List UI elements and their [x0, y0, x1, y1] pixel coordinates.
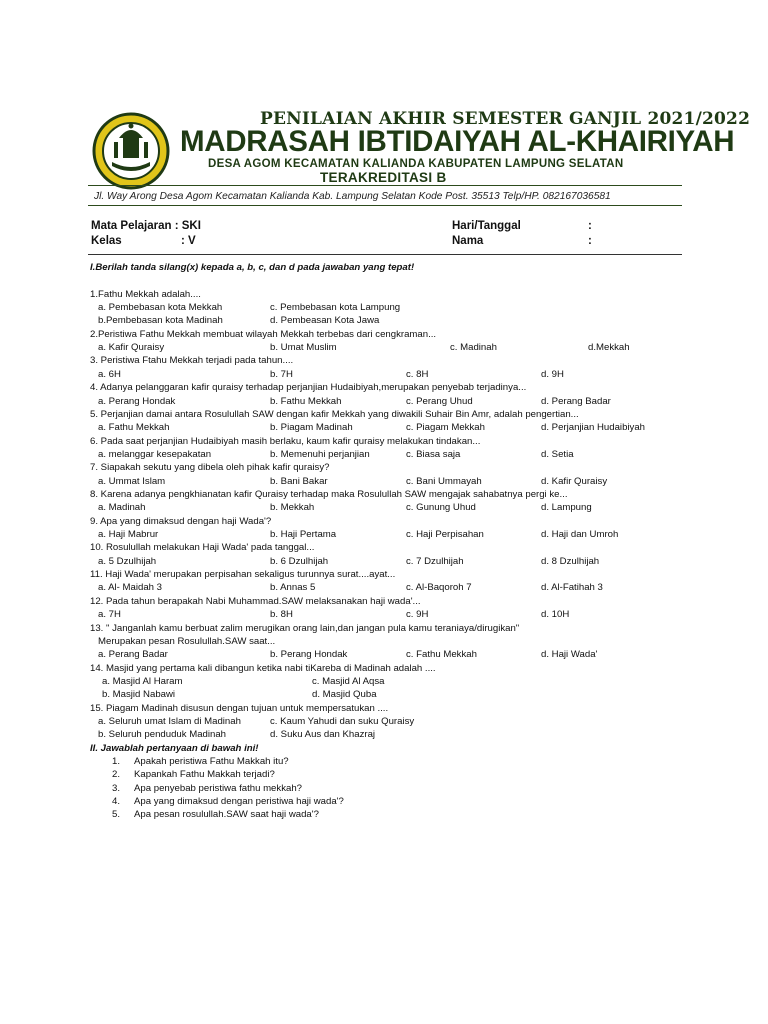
subject-label: Mata Pelajaran : SKI: [91, 220, 201, 232]
essay-number: 1.: [112, 756, 121, 767]
answer-option[interactable]: d. Pembeasan Kota Jawa: [270, 315, 380, 327]
answer-option[interactable]: d. Lampung: [541, 502, 592, 514]
answer-option[interactable]: b. 6 Dzulhijah: [270, 555, 329, 567]
school-address: Jl. Way Arong Desa Agom Kecamatan Kalianda Kab. Lampung Selatan Kode Post. 35513 Telp/HP. 082167036581: [94, 191, 611, 202]
question-text: 2.Peristiwa Fathu Mekkah membuat wilayah Mekkah terbebas dari cengkraman...: [90, 328, 437, 340]
essay-number: 3.: [112, 782, 121, 794]
question-text: 6. Pada saat perjanjian Hudaibiyah masih berlaku, kaum kafir quraisy melakukan tindakan...: [90, 435, 481, 447]
school-name: MADRASAH IBTIDAIYAH AL-KHAIRIYAH: [180, 125, 735, 158]
answer-option[interactable]: b. Mekkah: [270, 502, 315, 514]
question-text: 11. Haji Wada' merupakan perpisahan sekaligus turunnya surat....ayat...: [90, 569, 396, 581]
school-location: DESA AGOM KECAMATAN KALIANDA KABUPATEN LAMPUNG SELATAN: [208, 158, 624, 170]
answer-option[interactable]: a. Al- Maidah 3: [98, 582, 162, 594]
answer-option[interactable]: c. Masjid Al Aqsa: [312, 675, 385, 687]
question-text: 7. Siapakah sekutu yang dibela oleh pihak kafir quraisy?: [90, 462, 330, 474]
answer-option[interactable]: b.Pembebasan kota Madinah: [98, 315, 223, 327]
instruction-text: II. Jawablah pertanyaan di bawah ini!: [90, 742, 259, 754]
answer-option[interactable]: c. Fathu Mekkah: [406, 649, 477, 661]
answer-option[interactable]: c. Haji Perpisahan: [406, 529, 484, 540]
answer-option[interactable]: b. 7H: [270, 368, 293, 380]
answer-option[interactable]: d. Haji dan Umroh: [541, 529, 619, 540]
question-text: 3. Peristiwa Ftahu Mekkah terjadi pada tahun....: [90, 355, 294, 367]
answer-option[interactable]: a. 6H: [98, 368, 121, 380]
essay-number: 4.: [112, 796, 121, 807]
answer-option[interactable]: c. Madinah: [450, 342, 497, 354]
answer-option[interactable]: a. Perang Hondak: [98, 395, 176, 407]
name-field[interactable]: :: [588, 235, 592, 247]
question-text: 8. Karena adanya pengkhianatan kafir Quraisy terhadap maka Rosulullah SAW mengajak sahabatnya pergi ke...: [90, 488, 568, 500]
answer-option[interactable]: c. Piagam Mekkah: [406, 422, 485, 434]
answer-option[interactable]: b. Memenuhi perjanjian: [270, 448, 370, 460]
question-text: 1.Fathu Mekkah adalah....: [90, 288, 201, 300]
answer-option[interactable]: c. Kaum Yahudi dan suku Quraisy: [270, 715, 415, 727]
answer-option[interactable]: b. Seluruh penduduk Madinah: [98, 729, 227, 741]
class-value: : V: [181, 235, 196, 247]
answer-option[interactable]: d.Mekkah: [588, 342, 630, 354]
date-label: Hari/Tanggal: [452, 220, 521, 232]
info-divider: [88, 254, 682, 255]
question-text: 12. Pada tahun berapakah Nabi Muhammad.SAW melaksanakan haji wada'...: [90, 595, 421, 607]
answer-option[interactable]: a. Seluruh umat Islam di Madinah: [98, 715, 241, 727]
letterhead: [88, 100, 751, 202]
answer-option[interactable]: a. 7H: [98, 609, 121, 621]
header-divider: [88, 185, 682, 186]
exam-title: PENILAIAN AKHIR SEMESTER GANJIL 2021/2022: [260, 109, 751, 129]
question-text: 15. Piagam Madinah disusun dengan tujuan untuk mempersatukan ....: [90, 702, 389, 714]
question-text: 14. Masjid yang pertama kali dibangun ketika nabi tiKareba di Madinah adalah ....: [90, 662, 436, 674]
answer-option[interactable]: c. 9H: [406, 609, 429, 621]
answer-option[interactable]: a. 5 Dzulhijah: [98, 555, 157, 567]
answer-option[interactable]: a. Perang Badar: [98, 649, 168, 661]
answer-option[interactable]: a. Fathu Mekkah: [98, 422, 170, 434]
accreditation: TERAKREDITASI B: [320, 170, 447, 185]
answer-option[interactable]: b. Haji Pertama: [270, 529, 337, 540]
answer-option[interactable]: d. 8 Dzulhijah: [541, 555, 600, 567]
answer-option[interactable]: a. Ummat Islam: [98, 475, 166, 487]
question-text-cont: Merupakan pesan Rosulullah.SAW saat...: [98, 635, 276, 647]
question-text: 5. Perjanjian damai antara Rosulullah SAW dengan kafir Mekkah yang diwakili Suhair Bin Amr, adalah pengertian...: [90, 408, 579, 420]
essay-question-text: Apakah peristiwa Fathu Makkah itu?: [134, 756, 289, 767]
question-text: 13. " Janganlah kamu berbuat zalim merugikan orang lain,dan jangan pula kamu teraniaya/dirugikan": [90, 622, 520, 634]
answer-option[interactable]: b. Umat Muslim: [270, 342, 337, 354]
answer-option[interactable]: d. Perang Badar: [541, 395, 611, 407]
answer-option[interactable]: d. Suku Aus dan Khazraj: [270, 729, 376, 741]
answer-option[interactable]: b. Fathu Mekkah: [270, 395, 342, 407]
answer-option[interactable]: d. Perjanjian Hudaibiyah: [541, 422, 645, 434]
essay-number: 2.: [112, 769, 121, 781]
class-label: Kelas: [91, 235, 122, 247]
answer-option[interactable]: c. Gunung Uhud: [406, 502, 476, 514]
question-text: 9. Apa yang dimaksud dengan haji Wada'?: [90, 515, 272, 527]
essay-question-text: Apa penyebab peristiwa fathu mekkah?: [134, 782, 302, 794]
answer-option[interactable]: b. 8H: [270, 609, 293, 621]
instruction-text: I.Berilah tanda silang(x) kepada a, b, c, dan d pada jawaban yang tepat!: [90, 262, 415, 273]
answer-option[interactable]: c. 7 Dzulhijah: [406, 555, 464, 567]
answer-option[interactable]: b. Annas 5: [270, 582, 316, 594]
answer-option[interactable]: a. melanggar kesepakatan: [98, 448, 212, 460]
answer-option[interactable]: a. Masjid Al Haram: [102, 675, 183, 687]
answer-option[interactable]: d. Masjid Quba: [312, 689, 377, 701]
essay-number: 5.: [112, 809, 121, 821]
answer-option[interactable]: c. Biasa saja: [406, 448, 461, 460]
name-label: Nama: [452, 235, 484, 247]
answer-option[interactable]: d. Al-Fatihah 3: [541, 582, 603, 594]
answer-option[interactable]: d. 10H: [541, 609, 570, 621]
answer-option[interactable]: c. Bani Ummayah: [406, 475, 482, 487]
answer-option[interactable]: b. Masjid Nabawi: [102, 689, 176, 701]
answer-option[interactable]: a. Kafir Quraisy: [98, 342, 165, 354]
answer-option[interactable]: b. Piagam Madinah: [270, 422, 353, 434]
answer-option[interactable]: a. Pembebasan kota Mekkah: [98, 302, 223, 313]
answer-option[interactable]: c. Pembebasan kota Lampung: [270, 302, 401, 313]
school-logo-emblem: [92, 112, 170, 190]
answer-option[interactable]: d. Setia: [541, 448, 574, 460]
answer-option[interactable]: d. Kafir Quraisy: [541, 475, 608, 487]
answer-option[interactable]: b. Bani Bakar: [270, 475, 328, 487]
essay-question-text: Apa pesan rosulullah.SAW saat haji wada'?: [134, 809, 319, 821]
header-divider-bottom: [88, 205, 682, 206]
date-field[interactable]: :: [588, 220, 592, 232]
answer-option[interactable]: d. Haji Wada': [541, 649, 598, 661]
question-text: 4. Adanya pelanggaran kafir quraisy terhadap perjanjian Hudaibiyah,merupakan penyebab terjadinya...: [90, 382, 527, 394]
answer-option[interactable]: d. 9H: [541, 368, 564, 380]
essay-question-text: Apa yang dimaksud dengan peristiwa haji wada'?: [134, 796, 344, 807]
answer-option[interactable]: b. Perang Hondak: [270, 649, 348, 661]
question-text: 10. Rosulullah melakukan Haji Wada' pada tanggal...: [90, 542, 315, 554]
answer-option[interactable]: c. Al-Baqoroh 7: [406, 582, 472, 594]
answer-option[interactable]: a. Haji Mabrur: [98, 529, 159, 540]
answer-option[interactable]: c. 8H: [406, 368, 429, 380]
answer-option[interactable]: c. Perang Uhud: [406, 395, 473, 407]
essay-question-text: Kapankah Fathu Makkah terjadi?: [134, 769, 275, 781]
answer-option[interactable]: a. Madinah: [98, 502, 146, 514]
